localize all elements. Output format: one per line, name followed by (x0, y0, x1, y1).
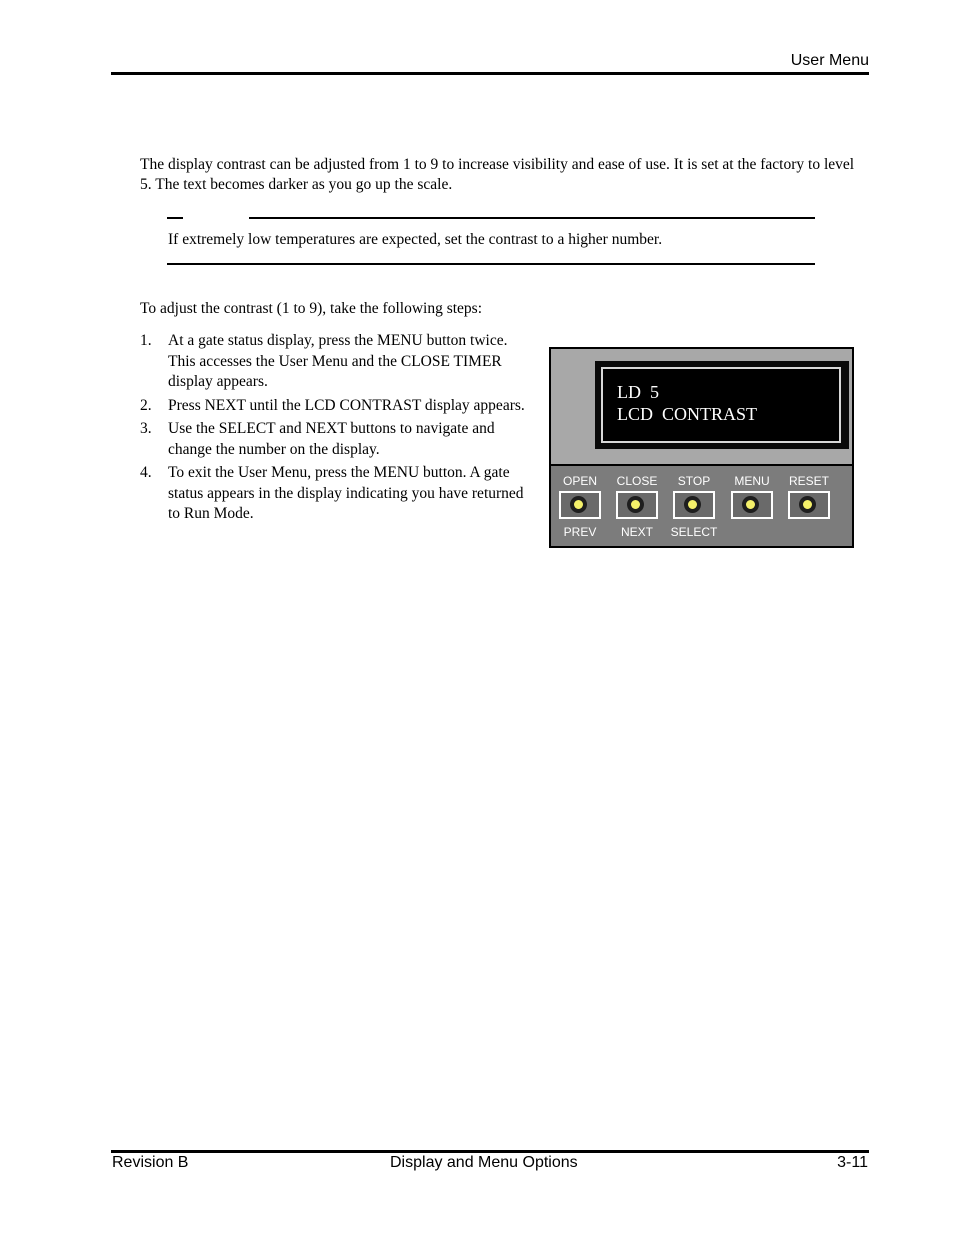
intro-paragraph: The display contrast can be adjusted from 1 to 9 to increase visibility and ease of use. It is set at the factory to level 5. The text becomes darker as you go up the scale. (140, 156, 855, 193)
note-marker (167, 217, 183, 219)
menu-button (731, 491, 773, 519)
note-bottom-rule (167, 263, 815, 265)
step-number: 4. (140, 464, 152, 481)
button-top-label: OPEN (562, 474, 597, 488)
step-number: 3. (140, 420, 152, 437)
steps-list (140, 331, 525, 528)
footer-section-title: Display and Menu Options (390, 1154, 578, 1171)
open-prev-button (559, 491, 601, 519)
note-top-rule (249, 217, 815, 219)
lcd-display (595, 361, 849, 449)
led-icon (570, 496, 587, 513)
controller-panel-illustration (549, 347, 854, 548)
button-bottom-label (780, 525, 838, 540)
note-text: If extremely low temperatures are expected, set the contrast to a higher number. (168, 231, 663, 248)
list-item (140, 419, 525, 460)
button-bottom-label: PREV (563, 525, 597, 539)
stop-select-button (673, 491, 715, 519)
button-bottom-label (723, 525, 781, 540)
stop-select-button-group (665, 466, 723, 540)
footer-rule (111, 1150, 869, 1153)
step-number: 2. (140, 396, 152, 414)
button-top-label: STOP (677, 474, 711, 488)
lcd-screen (601, 367, 841, 443)
menu-button-group (723, 466, 781, 540)
list-item (140, 331, 525, 393)
button-bottom-label: SELECT (670, 525, 718, 539)
close-next-button (616, 491, 658, 519)
button-row (551, 466, 852, 546)
reset-button-group (780, 466, 838, 540)
step-text: To exit the User Menu, press the MENU button. A gate status appears in the display indicating you have returned to Run Mode. (168, 464, 524, 522)
led-icon (742, 496, 759, 513)
header-rule (111, 72, 869, 75)
open-prev-button-group (551, 466, 609, 540)
step-text: Use the SELECT and NEXT buttons to navigate and change the number on the display. (168, 420, 495, 458)
led-icon (799, 496, 816, 513)
steps-intro: To adjust the contrast (1 to 9), take the following steps: (140, 300, 482, 317)
reset-button (788, 491, 830, 519)
button-top-label: CLOSE (616, 474, 658, 488)
button-bottom-label: NEXT (620, 525, 653, 539)
led-icon (684, 496, 701, 513)
step-text: Press NEXT until the LCD CONTRAST display appears. (168, 396, 525, 414)
footer-revision: Revision B (112, 1154, 189, 1171)
led-icon (627, 496, 644, 513)
button-top-label: RESET (788, 474, 829, 488)
page-number: 3-11 (837, 1154, 868, 1171)
step-number: 1. (140, 332, 152, 349)
step-text: At a gate status display, press the MENU button twice. This accesses the User Menu and the CLOSE TIMER display appears. (168, 332, 508, 390)
button-top-label: MENU (734, 474, 770, 488)
lcd-line-2: LCD CONTRAST (617, 404, 758, 424)
close-next-button-group (608, 466, 666, 540)
list-item (140, 463, 525, 525)
running-header: User Menu (790, 52, 869, 69)
list-item (140, 396, 525, 417)
lcd-line-1: LD 5 (617, 382, 659, 402)
